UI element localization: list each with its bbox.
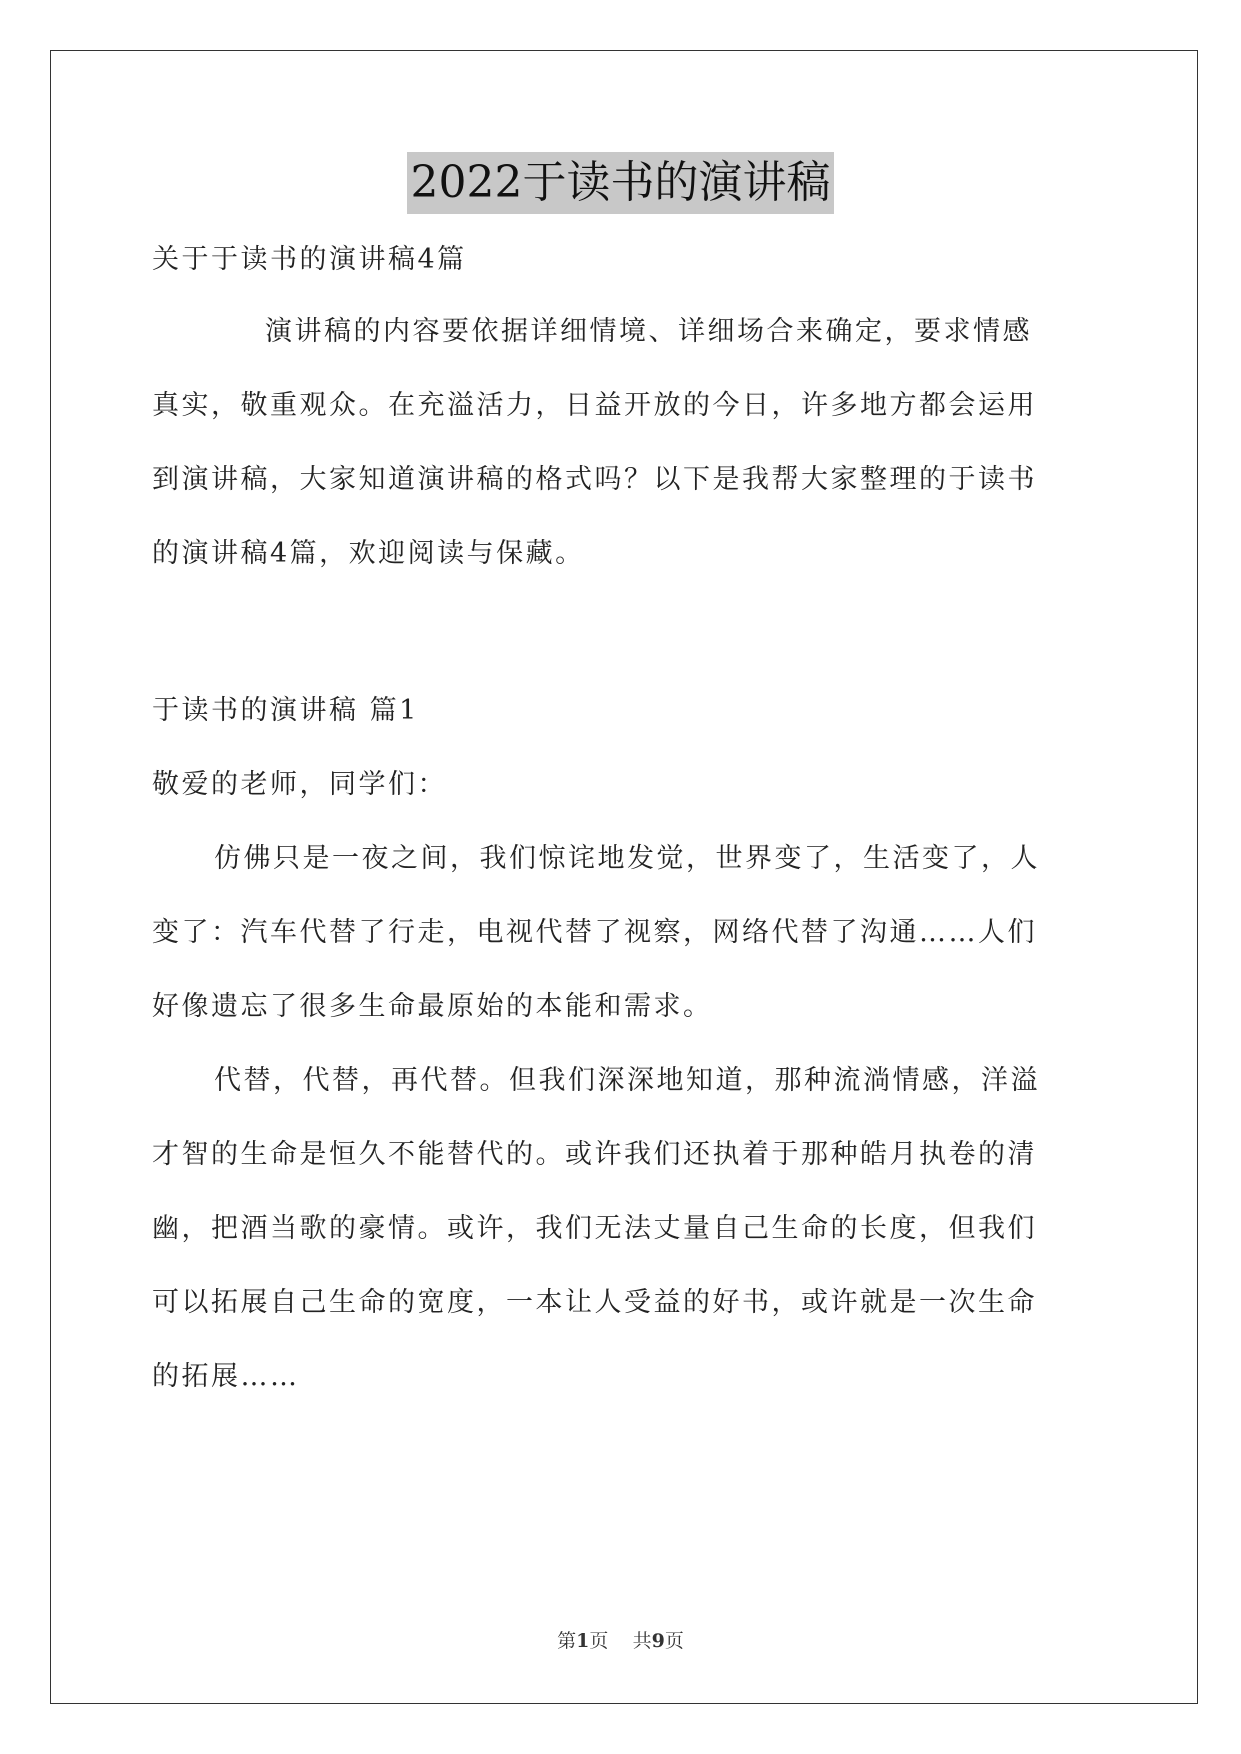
paragraph1-line-2: 变了：汽车代替了行走，电视代替了视察，网络代替了沟通……人们 — [152, 917, 1037, 948]
document-title: 2022于读书的演讲稿 — [407, 152, 835, 214]
title-container — [0, 152, 1241, 214]
footer-total-pages: 9 — [651, 1630, 665, 1652]
intro-line-1: 演讲稿的内容要依据详细情境、详细场合来确定，要求情感 — [265, 316, 1032, 347]
footer-total-prefix: 共 — [632, 1630, 652, 1652]
paragraph2-line-2: 才智的生命是恒久不能替代的。或许我们还执着于那种皓月执卷的清 — [152, 1139, 1037, 1170]
paragraph2-line-1: 代替，代替，再代替。但我们深深地知道，那种流淌情感，洋溢 — [214, 1065, 1040, 1096]
footer-page-suffix: 页 — [589, 1630, 609, 1652]
salutation: 敬爱的老师，同学们： — [152, 769, 447, 800]
subtitle: 关于于读书的演讲稿4篇 — [152, 244, 467, 275]
paragraph2-line-5: 的拓展…… — [152, 1361, 300, 1392]
intro-line-4: 的演讲稿4篇，欢迎阅读与保藏。 — [152, 538, 585, 569]
intro-line-2: 真实，敬重观众。在充溢活力，日益开放的今日，许多地方都会运用 — [152, 390, 1037, 421]
paragraph2-line-4: 可以拓展自己生命的宽度，一本让人受益的好书，或许就是一次生命 — [152, 1287, 1037, 1318]
footer-prefix: 第 — [557, 1630, 577, 1652]
page-footer — [0, 1626, 1241, 1653]
footer-total-suffix: 页 — [664, 1630, 684, 1652]
intro-line-3: 到演讲稿，大家知道演讲稿的格式吗？以下是我帮大家整理的于读书 — [152, 464, 1037, 495]
paragraph1-line-3: 好像遗忘了很多生命最原始的本能和需求。 — [152, 991, 713, 1022]
paragraph1-line-1: 仿佛只是一夜之间，我们惊诧地发觉，世界变了，生活变了，人 — [214, 843, 1040, 874]
paragraph2-line-3: 幽，把酒当歌的豪情。或许，我们无法丈量自己生命的长度，但我们 — [152, 1213, 1037, 1244]
section-heading: 于读书的演讲稿 篇1 — [152, 695, 419, 726]
footer-page-number: 1 — [576, 1630, 590, 1652]
